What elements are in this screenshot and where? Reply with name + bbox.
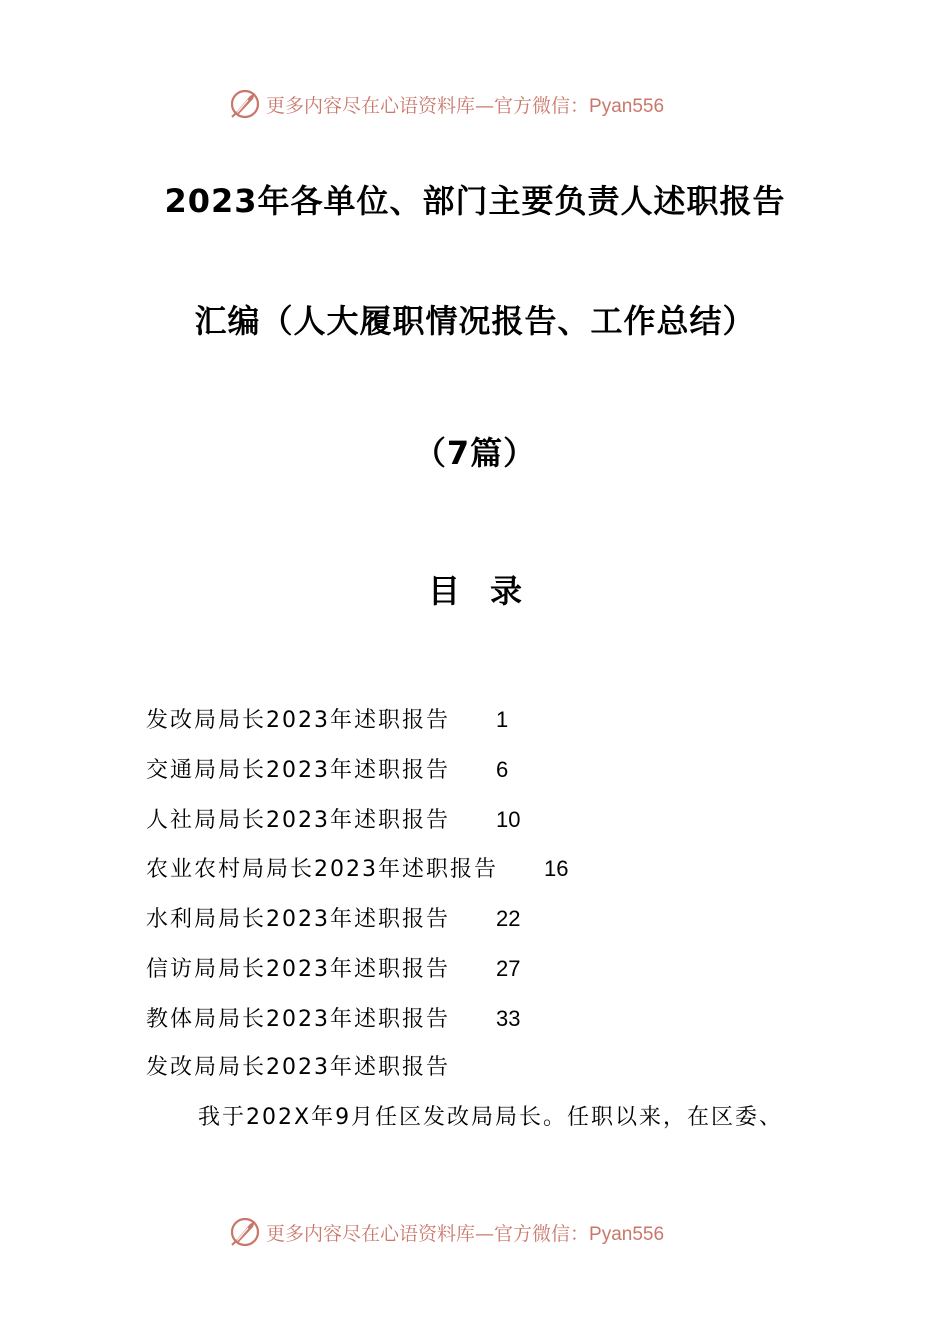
toc-item-page-number: 1 — [496, 707, 509, 732]
toc-item-page-number: 33 — [496, 1005, 521, 1031]
toc-heading: 目录 — [427, 572, 552, 610]
toc-item-label: 发改局局长2023年述职报告 — [146, 708, 450, 733]
toc-item-page-number: 6 — [496, 756, 509, 782]
quill-pen-logo-icon — [228, 87, 262, 121]
watermark-account: Pyan556 — [589, 1223, 665, 1245]
toc-item[interactable] — [146, 899, 846, 949]
toc-item[interactable] — [146, 999, 846, 1049]
toc-item[interactable] — [146, 800, 846, 850]
section-title: 发改局局长2023年述职报告 — [146, 1055, 450, 1080]
document-title-line-2: 汇编（人大履职情况报告、工作总结） — [194, 302, 756, 340]
toc-item-page-number: 10 — [496, 806, 521, 832]
toc-item-label: 教体局局长2023年述职报告 — [146, 1006, 450, 1032]
toc-item-label: 农业农村局局长2023年述职报告 — [146, 857, 498, 883]
toc-item[interactable] — [146, 700, 846, 750]
toc-item[interactable] — [146, 849, 846, 899]
table-of-contents — [146, 700, 846, 1049]
header-watermark — [228, 84, 748, 124]
toc-item-page-number: 22 — [496, 906, 521, 932]
toc-item-label: 人社局局长2023年述职报告 — [146, 807, 450, 833]
toc-item[interactable] — [146, 750, 846, 800]
toc-item-label: 交通局局长2023年述职报告 — [146, 757, 450, 783]
toc-item[interactable] — [146, 949, 846, 999]
document-title-count: （7篇） — [413, 434, 537, 472]
watermark-slogan: 更多内容尽在心语资料库—官方微信： — [266, 1222, 590, 1245]
quill-pen-logo-icon — [228, 1215, 262, 1249]
toc-item-label: 水利局局长2023年述职报告 — [146, 907, 450, 933]
toc-item-page-number: 16 — [544, 856, 569, 882]
watermark-slogan: 更多内容尽在心语资料库—官方微信： — [266, 94, 590, 117]
watermark-text — [266, 91, 664, 118]
body-paragraph: 我于202X年9月任区发改局局长。任职以来，在区委、 — [198, 1105, 784, 1130]
watermark-text — [266, 1219, 664, 1246]
watermark-account: Pyan556 — [589, 95, 665, 117]
document-title-line-1: 2023年各单位、部门主要负责人述职报告 — [164, 182, 786, 220]
toc-item-page-number: 27 — [496, 955, 521, 981]
toc-item-label: 信访局局长2023年述职报告 — [146, 956, 450, 982]
footer-watermark — [228, 1212, 748, 1252]
